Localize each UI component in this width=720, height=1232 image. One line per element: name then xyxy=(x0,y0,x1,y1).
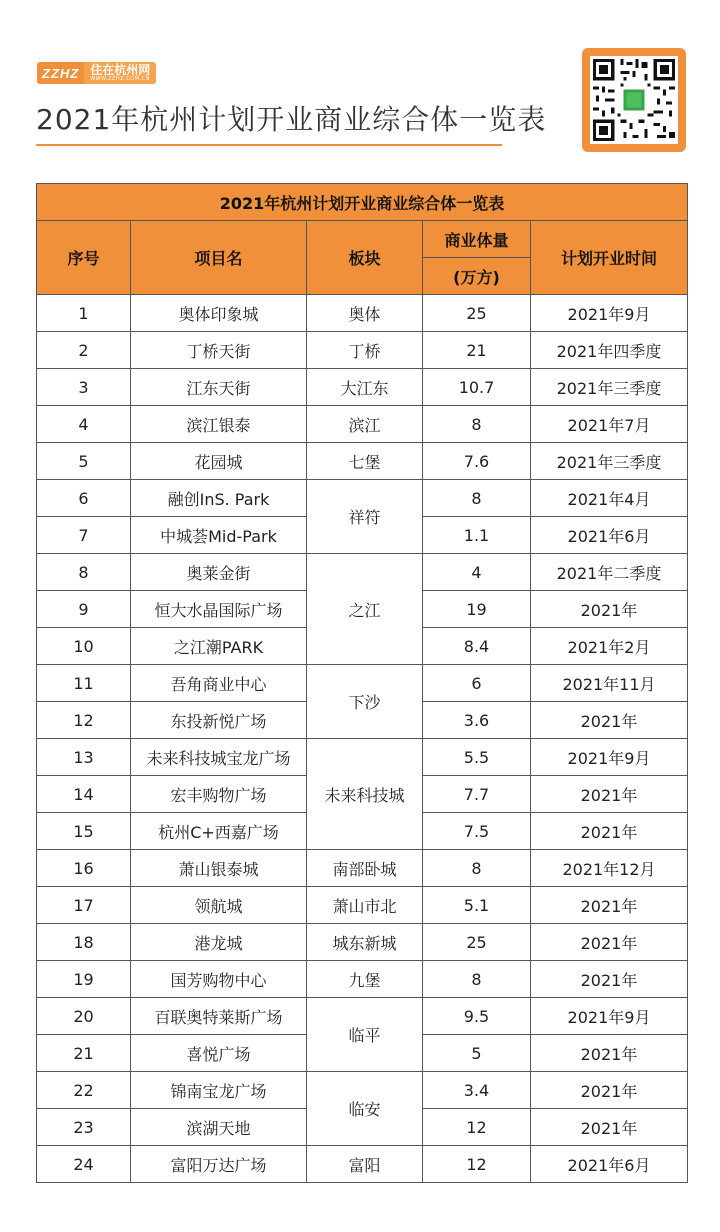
commercial-volume: 7.7 xyxy=(423,776,531,813)
table-row xyxy=(37,961,688,998)
row-index: 16 xyxy=(37,850,131,887)
header-volume-unit: (万方) xyxy=(423,258,531,295)
project-name: 宏丰购物广场 xyxy=(131,776,307,813)
commercial-volume: 5 xyxy=(423,1035,531,1072)
project-name: 丁桥天街 xyxy=(131,332,307,369)
row-index: 17 xyxy=(37,887,131,924)
area-cell: 七堡 xyxy=(307,443,423,480)
row-index: 14 xyxy=(37,776,131,813)
area-cell: 临安 xyxy=(307,1072,423,1146)
project-name: 滨江银泰 xyxy=(131,406,307,443)
commercial-volume: 6 xyxy=(423,665,531,702)
row-index: 1 xyxy=(37,295,131,332)
project-name: 奥莱金街 xyxy=(131,554,307,591)
project-name: 锦南宝龙广场 xyxy=(131,1072,307,1109)
table-row xyxy=(37,480,688,517)
table-row xyxy=(37,295,688,332)
qr-code-image xyxy=(590,56,678,144)
table-header-row xyxy=(37,221,688,258)
open-time: 2021年三季度 xyxy=(531,443,688,480)
commercial-volume: 7.5 xyxy=(423,813,531,850)
project-name: 中城荟Mid-Park xyxy=(131,517,307,554)
area-cell: 临平 xyxy=(307,998,423,1072)
row-index: 11 xyxy=(37,665,131,702)
project-name: 花园城 xyxy=(131,443,307,480)
open-time: 2021年 xyxy=(531,924,688,961)
table-row xyxy=(37,1072,688,1109)
header-area: 板块 xyxy=(307,221,423,295)
table-row xyxy=(37,1146,688,1183)
project-name: 吾角商业中心 xyxy=(131,665,307,702)
open-time: 2021年6月 xyxy=(531,517,688,554)
mall-opening-table xyxy=(36,183,688,1183)
logo-domain: WWW.ZZHZ.COM.CN xyxy=(90,75,150,82)
commercial-volume: 8 xyxy=(423,850,531,887)
commercial-volume: 8 xyxy=(423,961,531,998)
row-index: 4 xyxy=(37,406,131,443)
commercial-volume: 1.1 xyxy=(423,517,531,554)
table-body xyxy=(37,295,688,1183)
open-time: 2021年 xyxy=(531,1035,688,1072)
project-name: 恒大水晶国际广场 xyxy=(131,591,307,628)
row-index: 12 xyxy=(37,702,131,739)
commercial-volume: 21 xyxy=(423,332,531,369)
row-index: 9 xyxy=(37,591,131,628)
commercial-volume: 4 xyxy=(423,554,531,591)
table-row xyxy=(37,665,688,702)
project-name: 滨湖天地 xyxy=(131,1109,307,1146)
commercial-volume: 12 xyxy=(423,1109,531,1146)
row-index: 24 xyxy=(37,1146,131,1183)
row-index: 10 xyxy=(37,628,131,665)
logo-name: 住在杭州网 xyxy=(90,63,151,78)
open-time: 2021年 xyxy=(531,591,688,628)
project-name: 融创InS. Park xyxy=(131,480,307,517)
table-row xyxy=(37,554,688,591)
area-cell: 城东新城 xyxy=(307,924,423,961)
table-row xyxy=(37,406,688,443)
commercial-volume: 8.4 xyxy=(423,628,531,665)
project-name: 富阳万达广场 xyxy=(131,1146,307,1183)
project-name: 未来科技城宝龙广场 xyxy=(131,739,307,776)
header-index: 序号 xyxy=(37,221,131,295)
area-cell: 丁桥 xyxy=(307,332,423,369)
area-cell: 滨江 xyxy=(307,406,423,443)
area-cell: 下沙 xyxy=(307,665,423,739)
commercial-volume: 3.6 xyxy=(423,702,531,739)
open-time: 2021年9月 xyxy=(531,998,688,1035)
open-time: 2021年 xyxy=(531,1109,688,1146)
open-time: 2021年2月 xyxy=(531,628,688,665)
commercial-volume: 3.4 xyxy=(423,1072,531,1109)
open-time: 2021年 xyxy=(531,776,688,813)
open-time: 2021年6月 xyxy=(531,1146,688,1183)
row-index: 7 xyxy=(37,517,131,554)
logo-text xyxy=(84,62,156,84)
open-time: 2021年四季度 xyxy=(531,332,688,369)
table-caption: 2021年杭州计划开业商业综合体一览表 xyxy=(37,184,688,221)
project-name: 国芳购物中心 xyxy=(131,961,307,998)
row-index: 22 xyxy=(37,1072,131,1109)
page-title: 2021年杭州计划开业商业综合体一览表 xyxy=(36,103,547,136)
row-index: 19 xyxy=(37,961,131,998)
table-row xyxy=(37,369,688,406)
open-time: 2021年 xyxy=(531,1072,688,1109)
project-name: 之江潮PARK xyxy=(131,628,307,665)
open-time: 2021年9月 xyxy=(531,739,688,776)
commercial-volume: 25 xyxy=(423,295,531,332)
open-time: 2021年 xyxy=(531,961,688,998)
row-index: 2 xyxy=(37,332,131,369)
commercial-volume: 5.1 xyxy=(423,887,531,924)
project-name: 领航城 xyxy=(131,887,307,924)
project-name: 港龙城 xyxy=(131,924,307,961)
table-row xyxy=(37,443,688,480)
project-name: 奥体印象城 xyxy=(131,295,307,332)
row-index: 8 xyxy=(37,554,131,591)
commercial-volume: 8 xyxy=(423,480,531,517)
commercial-volume: 10.7 xyxy=(423,369,531,406)
table-row xyxy=(37,850,688,887)
table-row xyxy=(37,332,688,369)
area-cell: 大江东 xyxy=(307,369,423,406)
project-name: 江东天街 xyxy=(131,369,307,406)
logo-mark: ZZHZ xyxy=(37,62,84,84)
commercial-volume: 19 xyxy=(423,591,531,628)
open-time: 2021年 xyxy=(531,887,688,924)
commercial-volume: 8 xyxy=(423,406,531,443)
commercial-volume: 12 xyxy=(423,1146,531,1183)
area-cell: 富阳 xyxy=(307,1146,423,1183)
open-time: 2021年7月 xyxy=(531,406,688,443)
header-open-time: 计划开业时间 xyxy=(531,221,688,295)
title-underline xyxy=(36,144,502,146)
table-row xyxy=(37,739,688,776)
project-name: 东投新悦广场 xyxy=(131,702,307,739)
commercial-volume: 25 xyxy=(423,924,531,961)
open-time: 2021年 xyxy=(531,813,688,850)
project-name: 萧山银泰城 xyxy=(131,850,307,887)
table-caption-row xyxy=(37,184,688,221)
row-index: 21 xyxy=(37,1035,131,1072)
table-row xyxy=(37,924,688,961)
header-name: 项目名 xyxy=(131,221,307,295)
row-index: 13 xyxy=(37,739,131,776)
table-row xyxy=(37,887,688,924)
area-cell: 南部卧城 xyxy=(307,850,423,887)
open-time: 2021年三季度 xyxy=(531,369,688,406)
area-cell: 萧山市北 xyxy=(307,887,423,924)
commercial-volume: 7.6 xyxy=(423,443,531,480)
area-cell: 九堡 xyxy=(307,961,423,998)
open-time: 2021年9月 xyxy=(531,295,688,332)
open-time: 2021年12月 xyxy=(531,850,688,887)
row-index: 6 xyxy=(37,480,131,517)
row-index: 20 xyxy=(37,998,131,1035)
site-logo xyxy=(37,62,156,84)
row-index: 23 xyxy=(37,1109,131,1146)
project-name: 百联奥特莱斯广场 xyxy=(131,998,307,1035)
open-time: 2021年11月 xyxy=(531,665,688,702)
row-index: 18 xyxy=(37,924,131,961)
open-time: 2021年二季度 xyxy=(531,554,688,591)
row-index: 5 xyxy=(37,443,131,480)
project-name: 杭州C+西嘉广场 xyxy=(131,813,307,850)
qr-pattern xyxy=(590,56,678,144)
open-time: 2021年4月 xyxy=(531,480,688,517)
row-index: 3 xyxy=(37,369,131,406)
area-cell: 祥符 xyxy=(307,480,423,554)
qr-code xyxy=(582,48,686,152)
area-cell: 未来科技城 xyxy=(307,739,423,850)
row-index: 15 xyxy=(37,813,131,850)
open-time: 2021年 xyxy=(531,702,688,739)
project-name: 喜悦广场 xyxy=(131,1035,307,1072)
commercial-volume: 9.5 xyxy=(423,998,531,1035)
commercial-volume: 5.5 xyxy=(423,739,531,776)
table-row xyxy=(37,998,688,1035)
area-cell: 之江 xyxy=(307,554,423,665)
area-cell: 奥体 xyxy=(307,295,423,332)
header-volume: 商业体量 xyxy=(423,221,531,258)
